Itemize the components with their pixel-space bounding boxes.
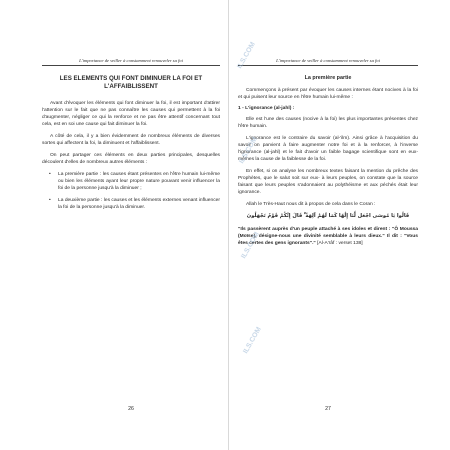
left-page <box>42 58 220 412</box>
watermark-text: ILS.COM <box>238 136 259 165</box>
left-paragraph-3: On peut partager ces éléments en deux parties principales, desquelles découlent d'elles de nombreux autres éléments : <box>42 152 220 165</box>
bullet-item-1: • La première partie : les causes étant présentes en l'être humain lui-même ou bien les éléments ayant leur propre nature pouvant venir influencer la foi de la personne jusqu'à la diminuer ; <box>58 171 220 192</box>
left-page-number: 26 <box>128 406 134 412</box>
right-page-number: 27 <box>325 406 331 412</box>
left-paragraph-2: A côté de cela, il y a bien évidemment de nombreux éléments de diverses sortes qui affectent la foi, la diminuent et l'affaiblissent. <box>42 133 220 146</box>
chapter-title: LES ELEMENTS QUI FONT DIMINUER LA FOI ET L'AFFAIBLISSENT <box>59 74 203 90</box>
verse-translation-text: "Ils passèrent auprès d'un peuple attaché à ses idoles et dirent : "Ô Moussa (Moïse), désigne-nous une divinité semblable à leurs dieux." Il dit : "Vous êtes certes des gens ignorants"." <box>238 226 418 246</box>
verse-reference: [Al-A'râf : verset 138] <box>317 240 363 246</box>
bullet-item-2: • La deuxième partie : les causes et les éléments externes venant influencer la foi de la personne jusqu'à la diminuer. <box>58 197 220 211</box>
watermark-text: ILS.COM <box>240 231 261 260</box>
right-paragraph-1: Elle est l'une des causes (nocive à la foi) les plus importantes présentes chez l'être humain. <box>238 116 418 129</box>
arabic-verse: قَالُوا يَا مُوسَى اجْعَل لَّنَا إِلَٰهًا كَمَا لَهُمْ آلِهَةٌ ۚ قَالَ إِنَّكُمْ قَوْمٌ تَجْهَلُونَ <box>246 212 410 219</box>
book-spine <box>228 0 229 450</box>
left-running-head: L'importance de veiller à constamment renouveler sa foi <box>42 58 220 66</box>
verse-translation <box>238 226 418 247</box>
subhead-ignorance: 1 - L'ignorance (al-jahl) : <box>238 105 295 111</box>
right-running-head: L'importance de veiller à constamment renouveler sa foi <box>238 58 418 66</box>
watermark-text: ILS.COM <box>242 326 263 355</box>
right-paragraph-4: Allah le Très-Haut nous dit à propos de cela dans le Coran : <box>246 201 376 207</box>
right-page <box>238 58 418 412</box>
section-title: La première partie <box>304 74 352 81</box>
left-paragraph-1: Avant d'évoquer les éléments qui font diminuer la foi, il est important d'attirer l'attention sur le fait que ne pas connaître les causes qui permettent à la foi d'augmenter, négliger ce qui la renforce et ne pas être attentif concernant tout cela, est en soi une cause qui fait diminuer la foi. <box>42 100 220 127</box>
right-paragraph-2: L'ignorance est le contraire du savoir (al-'ilm). Ainsi grâce à l'acquisition du savoir on parvient à faire augmenter notre foi et à la renforcer, à l'inverse l'ignorance (al-jahl) et le fait d'avoir un faible bagage scientifique sont en eux-mêmes la cause de la faiblesse de la foi. <box>238 135 418 162</box>
watermark-text: ILS.COM <box>236 41 257 70</box>
bullet-list <box>42 171 220 211</box>
right-paragraph-3: En effet, si on analyse les nombreux textes faisant la mention du prêche des Prophètes, que le salut soit sur eux- à leurs peuples, on constate que la source faisant que leurs peuples s'adonnaient au polythéisme et aux péchés était leur ignorance. <box>238 168 418 195</box>
right-intro: Commençons à présent par évoquer les causes internes étant nocives à la foi et qui puisent leur source en l'être humain lui-même : <box>238 87 418 100</box>
